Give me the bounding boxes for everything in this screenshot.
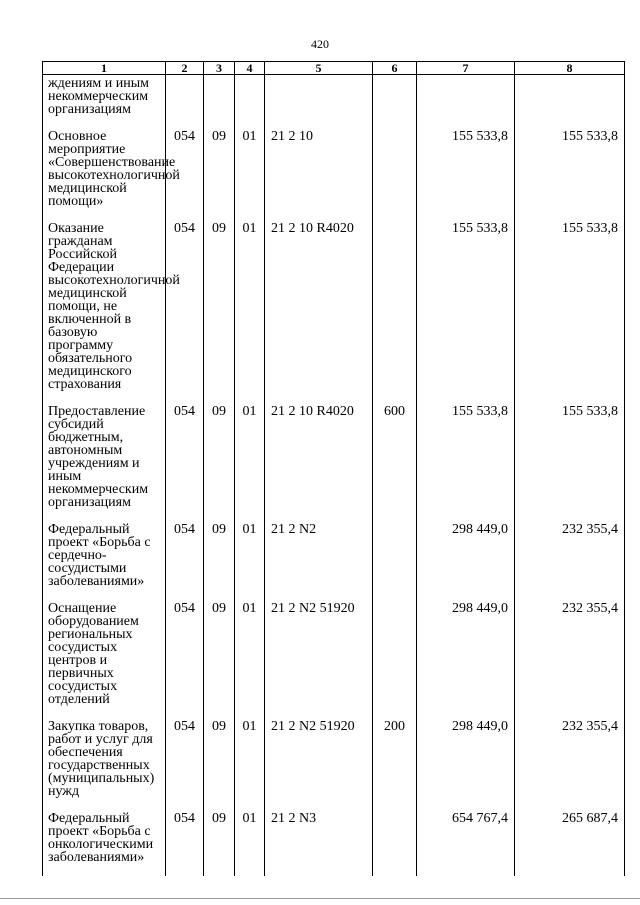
row-name: Основное мероприятие «Совершенствование высокотехнологичной медицинской помощи» [43,128,166,220]
cell-amount-col8: 155 533,8 [515,403,625,521]
cell-ministry-code: 054 [166,220,204,403]
column-header-6: 6 [373,62,417,75]
cell-ministry-code: 054 [166,600,204,718]
cell-amount-col8: 265 687,4 [515,810,625,876]
table-row-continuation [43,75,625,129]
column-header-5: 5 [265,62,373,75]
row-name: Оказание гражданам Российской Федерации высокотехнологичной медицинской помощи, не включенной в базовую программу обязательного медицинского страхования [43,220,166,403]
cell-section: 09 [204,600,235,718]
cell-target-code: 21 2 N2 [265,521,373,600]
column-header-7: 7 [417,62,515,75]
table-header-row [43,62,625,75]
row-name: Закупка товаров, работ и услуг для обеспечения государственных (муниципальных) нужд [43,718,166,810]
cell-expense-type: 200 [373,718,417,810]
cell-amount-col7: 298 449,0 [417,600,515,718]
cell-section: 09 [204,810,235,876]
table-row [43,128,625,220]
cell-section: 09 [204,403,235,521]
cell-section: 09 [204,521,235,600]
cell-section: 09 [204,220,235,403]
budget-table [42,61,625,876]
cell-section: 09 [204,718,235,810]
cell-amount-col7: 155 533,8 [417,128,515,220]
cell-subsection: 01 [235,600,265,718]
table-row [43,718,625,810]
column-header-4: 4 [235,62,265,75]
cell-amount-col7: 298 449,0 [417,521,515,600]
cell-expense-type [373,128,417,220]
cell-expense-type: 600 [373,403,417,521]
cell-amount-col7: 298 449,0 [417,718,515,810]
column-header-3: 3 [204,62,235,75]
cell-expense-type [373,810,417,876]
cell-ministry-code: 054 [166,521,204,600]
cell-subsection: 01 [235,128,265,220]
page-bottom-rule [0,898,640,899]
cell-target-code: 21 2 N3 [265,810,373,876]
cell-amount-col7: 155 533,8 [417,403,515,521]
column-header-2: 2 [166,62,204,75]
cell-amount-col8: 155 533,8 [515,220,625,403]
cell-amount-col7: 654 767,4 [417,810,515,876]
table-row [43,403,625,521]
cell-subsection: 01 [235,718,265,810]
cell-section: 09 [204,128,235,220]
row-name: Федеральный проект «Борьба с сердечно-сосудистыми заболеваниями» [43,521,166,600]
table-row [43,521,625,600]
cell-subsection: 01 [235,810,265,876]
cell-amount-col8: 232 355,4 [515,600,625,718]
row-name: ждениям и иным некоммерческим организациям [43,75,166,129]
cell-amount-col8: 232 355,4 [515,521,625,600]
cell-ministry-code: 054 [166,718,204,810]
row-name: Федеральный проект «Борьба с онкологическими заболеваниями» [43,810,166,876]
cell-subsection: 01 [235,220,265,403]
cell-ministry-code: 054 [166,403,204,521]
row-name: Предоставление субсидий бюджетным, автономным учреждениям и иным некоммерческим организациям [43,403,166,521]
cell-expense-type [373,220,417,403]
cell-target-code: 21 2 10 [265,128,373,220]
column-header-8: 8 [515,62,625,75]
cell-subsection: 01 [235,521,265,600]
cell-ministry-code: 054 [166,128,204,220]
table-row [43,220,625,403]
cell-target-code: 21 2 10 R4020 [265,220,373,403]
cell-amount-col8: 155 533,8 [515,128,625,220]
cell-expense-type [373,600,417,718]
table-row [43,810,625,876]
table-row [43,600,625,718]
row-name: Оснащение оборудованием региональных сосудистых центров и первичных сосудистых отделений [43,600,166,718]
cell-amount-col7: 155 533,8 [417,220,515,403]
column-header-1: 1 [43,62,166,75]
cell-target-code: 21 2 N2 51920 [265,718,373,810]
cell-subsection: 01 [235,403,265,521]
cell-ministry-code: 054 [166,810,204,876]
page-number: 420 [311,37,329,51]
cell-expense-type [373,521,417,600]
cell-target-code: 21 2 10 R4020 [265,403,373,521]
cell-target-code: 21 2 N2 51920 [265,600,373,718]
cell-amount-col8: 232 355,4 [515,718,625,810]
